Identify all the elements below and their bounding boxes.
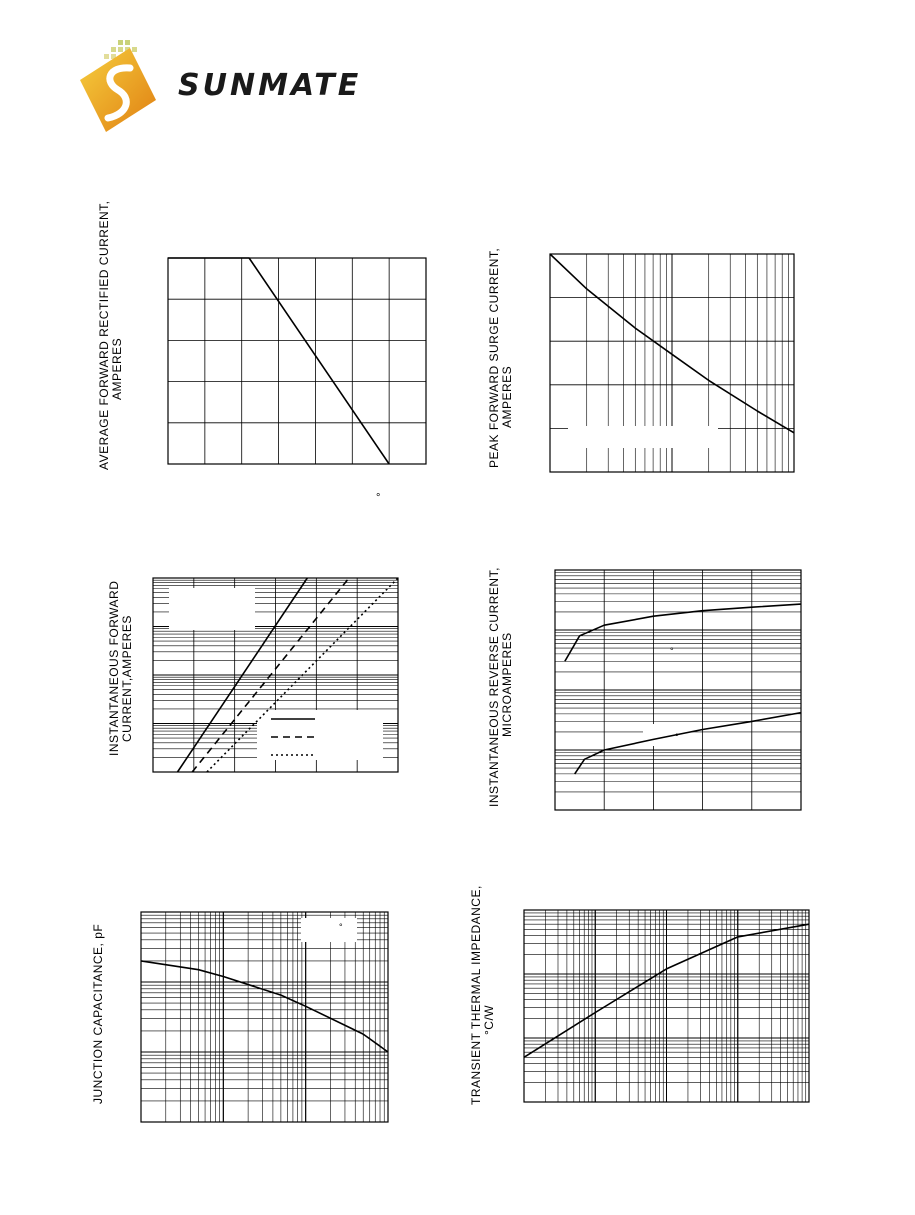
peak-surge-chart <box>550 254 794 472</box>
capacitance-chart <box>141 912 388 1122</box>
capacitance-series-1 <box>141 961 388 1052</box>
thermal-ylabel-line2: °C/W <box>482 1004 496 1035</box>
surge-ylabel-line2: AMPERES <box>500 365 514 428</box>
annotation-box <box>257 710 383 760</box>
chart-annotation: ° <box>670 646 674 656</box>
capacitance-frame <box>141 912 388 1122</box>
annotation-box <box>169 588 255 630</box>
avg-footnote: ° <box>376 492 381 504</box>
annotation-box <box>568 426 718 448</box>
thermal-ylabel-line1: TRANSIENT THERMAL IMPEDANCE, <box>469 885 483 1105</box>
avg-forward-current-ylabel <box>98 201 124 470</box>
thermal-grid <box>524 910 809 1102</box>
peak-surge-ylabel <box>488 248 514 468</box>
annotation-box <box>643 724 689 746</box>
annotation-box <box>301 918 357 942</box>
rev-ylabel-line2: MICROAMPERES <box>500 632 514 737</box>
fwd-ylabel-line1: INSTANTANEOUS FORWARD <box>107 580 121 756</box>
brand-name: SUNMATE <box>178 68 362 103</box>
avg_forward_current-grid <box>168 258 426 464</box>
thermal-chart <box>524 910 809 1102</box>
reverse-char-chart <box>555 570 801 810</box>
avg_forward_current-frame <box>168 258 426 464</box>
chart-annotation: ° <box>339 922 343 932</box>
forward-char-ylabel <box>108 581 134 756</box>
avg-forward-current-chart <box>168 258 426 464</box>
forward-char-chart <box>153 578 398 772</box>
fwd-ylabel-line2: CURRENT,AMPERES <box>120 615 134 742</box>
rev-ylabel-line1: INSTANTANEOUS REVERSE CURRENT, <box>487 567 501 807</box>
thermal-ylabel <box>470 885 496 1105</box>
capacitance-ylabel <box>92 924 105 1104</box>
capacitance-grid <box>141 912 388 1122</box>
surge-ylabel-line1: PEAK FORWARD SURGE CURRENT, <box>487 247 501 468</box>
cap-ylabel-line1: JUNCTION CAPACITANCE, pF <box>91 923 105 1104</box>
avg-ylabel-line1: AVERAGE FORWARD RECTIFIED CURRENT, <box>97 200 111 470</box>
reverse-char-ylabel <box>488 567 514 807</box>
chart-annotation: ° <box>675 732 679 742</box>
avg-ylabel-line2: AMPERES <box>110 337 124 400</box>
